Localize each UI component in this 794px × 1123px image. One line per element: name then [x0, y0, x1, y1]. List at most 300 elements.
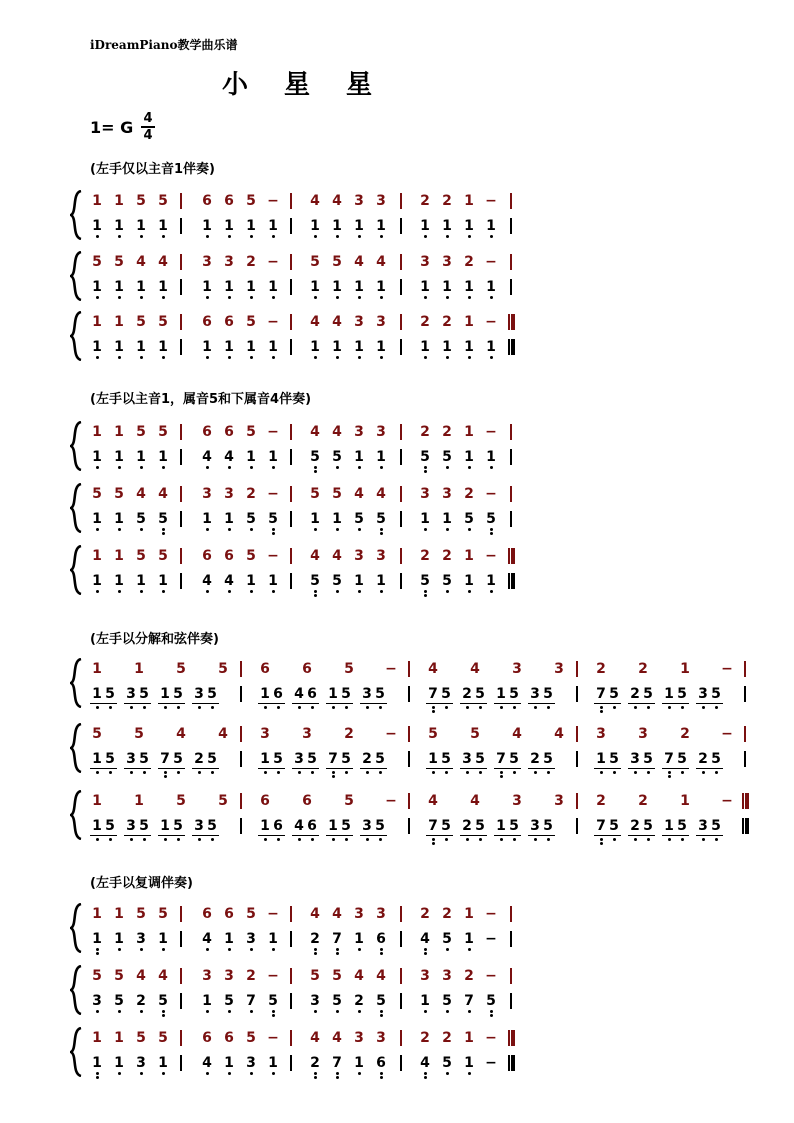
note-digit: 4 [294, 818, 304, 834]
melody-note [342, 792, 356, 810]
note-digit: 5 [442, 1055, 452, 1071]
note-digit: 5 [310, 254, 320, 270]
note-digit: 1 [114, 314, 124, 330]
note-digit: 5 [307, 751, 317, 767]
note-digit: 5 [136, 424, 146, 440]
note-digit: 7 [428, 818, 438, 834]
note-digit: 1 [486, 449, 496, 465]
accompaniment-note [360, 817, 374, 835]
beam-line [528, 768, 555, 769]
note-digit: 5 [475, 818, 485, 834]
octave-dot [228, 1010, 231, 1013]
accompaniment-note [330, 217, 344, 235]
note-digit: 4 [376, 968, 386, 984]
note-digit: 5 [643, 818, 653, 834]
octave-dot [109, 771, 112, 774]
octave-dot [164, 775, 167, 778]
accompaniment-note [641, 685, 655, 703]
accompaniment-note [156, 510, 170, 528]
accompaniment-line [90, 930, 770, 952]
note-digit: 3 [376, 193, 386, 209]
note-digit: 6 [307, 818, 317, 834]
melody-note [200, 423, 214, 441]
accompaniment-note [352, 217, 366, 235]
accompaniment-note [258, 685, 272, 703]
note-digit: 3 [554, 793, 564, 809]
staff-system [70, 545, 770, 595]
octave-dot [109, 706, 112, 709]
accompaniment-note [222, 448, 236, 466]
barline [180, 193, 182, 209]
accompaniment-note [528, 750, 542, 768]
note-digit: 4 [218, 726, 228, 742]
note-digit: 5 [609, 686, 619, 702]
octave-dot [446, 948, 449, 951]
note-digit: 3 [442, 486, 452, 502]
accompaniment-note [222, 217, 236, 235]
note-digit: 6 [273, 686, 283, 702]
accompaniment-note [200, 510, 214, 528]
note-digit: 3 [596, 726, 606, 742]
note-digit: 1 [486, 218, 496, 234]
accompaniment-line [90, 448, 770, 470]
note-digit: 5 [543, 818, 553, 834]
barline [744, 726, 746, 742]
final-barline-thin [742, 818, 744, 834]
octave-dot [379, 706, 382, 709]
final-barline-thin [508, 548, 510, 564]
melody-note [636, 792, 650, 810]
accompaniment-note [462, 510, 476, 528]
beam-line [258, 703, 285, 704]
note-digit: 5 [268, 993, 278, 1009]
octave-dot [250, 590, 253, 593]
note-digit: − [721, 726, 733, 742]
melody-note [156, 192, 170, 210]
barline [744, 751, 746, 767]
note-digit: 1 [332, 511, 342, 527]
melody-note [112, 313, 126, 331]
beam-line [326, 703, 353, 704]
barline [400, 1055, 402, 1071]
note-digit: 2 [442, 424, 452, 440]
accompaniment-note [352, 278, 366, 296]
note-digit: 3 [136, 1055, 146, 1071]
note-digit: 5 [441, 751, 451, 767]
octave-dot [162, 1014, 165, 1017]
note-digit: 5 [442, 931, 452, 947]
accompaniment-note [662, 685, 676, 703]
note-digit: 7 [332, 931, 342, 947]
accompaniment-note [641, 817, 655, 835]
brace-icon [70, 311, 82, 361]
octave-dot [140, 1010, 143, 1013]
octave-dot [345, 838, 348, 841]
melody-note [330, 967, 344, 985]
octave-dot [250, 296, 253, 299]
octave-dot [432, 842, 435, 845]
note-digit: 5 [375, 751, 385, 767]
octave-dot [500, 706, 503, 709]
note-digit: 2 [310, 1055, 320, 1071]
note-digit: 2 [420, 424, 430, 440]
accompaniment-note [90, 817, 104, 835]
accompaniment-note [439, 685, 453, 703]
accompaniment-note [374, 510, 388, 528]
final-barline [742, 818, 749, 834]
accompaniment-note [112, 510, 126, 528]
octave-dot [380, 528, 383, 531]
accompaniment-note [271, 817, 285, 835]
accompaniment-note [330, 572, 344, 590]
accompaniment-note [352, 930, 366, 948]
octave-dot [96, 528, 99, 531]
melody-line [90, 485, 770, 507]
octave-dot [380, 952, 383, 955]
note-digit: − [385, 726, 397, 742]
melody-note [352, 313, 366, 331]
note-digit: 7 [596, 686, 606, 702]
melody-note [462, 423, 476, 441]
accompaniment-note [607, 685, 621, 703]
note-digit: 1 [158, 279, 168, 295]
octave-dot [479, 706, 482, 709]
brace-icon [70, 723, 82, 773]
note-digit: 2 [464, 968, 474, 984]
note-digit: − [267, 548, 279, 564]
note-digit: 3 [194, 686, 204, 702]
note-digit: 1 [310, 339, 320, 355]
octave-dot [228, 590, 231, 593]
melody-note [266, 905, 280, 923]
melody-note [200, 192, 214, 210]
barline [510, 424, 512, 440]
melody-line [90, 253, 770, 275]
octave-dot [164, 838, 167, 841]
note-digit: 2 [680, 726, 690, 742]
accompaniment-note [662, 817, 676, 835]
accompaniment-note [374, 217, 388, 235]
octave-dot [264, 838, 267, 841]
octave-dot [277, 706, 280, 709]
staff-system [70, 658, 770, 708]
octave-dot [490, 590, 493, 593]
melody-note [134, 1029, 148, 1047]
octave-dot [140, 948, 143, 951]
melody-note [222, 967, 236, 985]
accompaniment-note [484, 930, 498, 948]
accompaniment-note [418, 217, 432, 235]
final-barline [508, 1055, 515, 1071]
final-barline-thick [511, 314, 515, 330]
accompaniment-note [308, 338, 322, 356]
melody-note [258, 792, 272, 810]
barline [576, 818, 578, 834]
beam-line [662, 703, 689, 704]
octave-dot [468, 590, 471, 593]
accompaniment-note [330, 992, 344, 1010]
barline [408, 686, 410, 702]
note-digit: 2 [246, 254, 256, 270]
octave-dot [96, 235, 99, 238]
octave-dot [164, 706, 167, 709]
note-digit: 6 [202, 1030, 212, 1046]
note-digit: 5 [92, 254, 102, 270]
octave-dot [432, 706, 435, 709]
barline [290, 193, 292, 209]
brace-icon [70, 1027, 82, 1077]
accompaniment-note [90, 572, 104, 590]
accompaniment-note [507, 750, 521, 768]
note-digit: 4 [310, 1030, 320, 1046]
melody-note [352, 1029, 366, 1047]
note-digit: 1 [246, 279, 256, 295]
note-digit: 1 [92, 818, 102, 834]
time-signature-top: 4 [143, 111, 153, 126]
octave-dot [468, 948, 471, 951]
melody-note [308, 905, 322, 923]
octave-dot [600, 706, 603, 709]
accompaniment-note [507, 685, 521, 703]
accompaniment-note [675, 750, 689, 768]
note-digit: 5 [310, 449, 320, 465]
beam-line [158, 835, 185, 836]
note-digit: 1 [114, 931, 124, 947]
note-digit: 5 [218, 661, 228, 677]
melody-note [132, 792, 146, 810]
note-digit: 1 [486, 339, 496, 355]
note-digit: 3 [442, 968, 452, 984]
melody-note [216, 660, 230, 678]
note-digit: 5 [332, 254, 342, 270]
octave-dot [118, 590, 121, 593]
octave-dot [298, 838, 301, 841]
accompaniment-note [90, 685, 104, 703]
accompaniment-note [200, 448, 214, 466]
note-digit: − [267, 254, 279, 270]
note-digit: 5 [643, 686, 653, 702]
barline [290, 424, 292, 440]
note-digit: 1 [260, 818, 270, 834]
final-barline [742, 793, 749, 809]
octave-dot [140, 1072, 143, 1075]
octave-dot [311, 838, 314, 841]
accompaniment-note [440, 572, 454, 590]
octave-dot [311, 771, 314, 774]
accompaniment-note [494, 817, 508, 835]
note-digit: 3 [462, 751, 472, 767]
note-digit: 1 [224, 279, 234, 295]
note-digit: 1 [442, 279, 452, 295]
note-digit: 5 [139, 818, 149, 834]
note-digit: 3 [202, 254, 212, 270]
note-digit: 5 [114, 993, 124, 1009]
barline [180, 548, 182, 564]
octave-dot [715, 838, 718, 841]
melody-note [462, 905, 476, 923]
note-digit: 3 [698, 686, 708, 702]
octave-dot [424, 952, 427, 955]
accompaniment-note [440, 278, 454, 296]
melody-note [244, 485, 258, 503]
note-digit: 6 [302, 793, 312, 809]
accompaniment-note [258, 750, 272, 768]
note-digit: 1 [246, 218, 256, 234]
melody-note [342, 660, 356, 678]
melody-note [266, 423, 280, 441]
octave-dot [162, 532, 165, 535]
octave-dot [143, 706, 146, 709]
brand-label: iDreamPiano教学曲乐谱 [90, 38, 238, 52]
melody-note [112, 547, 126, 565]
note-digit: 2 [638, 661, 648, 677]
octave-dot [547, 706, 550, 709]
note-digit: 2 [246, 486, 256, 502]
note-digit: 3 [202, 968, 212, 984]
melody-note [440, 485, 454, 503]
brace-icon [70, 421, 82, 471]
octave-dot [547, 838, 550, 841]
note-digit: 1 [464, 573, 474, 589]
note-digit: 1 [464, 548, 474, 564]
accompaniment-note [244, 338, 258, 356]
barline [510, 993, 512, 1009]
melody-note [156, 423, 170, 441]
accompaniment-note [440, 1054, 454, 1072]
melody-note [156, 313, 170, 331]
note-digit: 1 [158, 931, 168, 947]
note-digit: 4 [310, 424, 320, 440]
beam-line [158, 703, 185, 704]
octave-dot [211, 706, 214, 709]
accompaniment-note [158, 817, 172, 835]
accompaniment-note [484, 510, 498, 528]
accompaniment-note [484, 992, 498, 1010]
note-digit: 1 [376, 339, 386, 355]
accompaniment-note [330, 1054, 344, 1072]
accompaniment-note [222, 278, 236, 296]
melody-line [90, 660, 770, 682]
accompaniment-note [662, 750, 676, 768]
melody-note [112, 967, 126, 985]
note-digit: 1 [420, 511, 430, 527]
accompaniment-note [192, 685, 206, 703]
note-digit: − [721, 793, 733, 809]
note-digit: 7 [160, 751, 170, 767]
accompaniment-note [258, 817, 272, 835]
melody-note [132, 660, 146, 678]
octave-dot [206, 466, 209, 469]
note-digit: 3 [530, 818, 540, 834]
note-digit: 1 [114, 1055, 124, 1071]
octave-dot [272, 466, 275, 469]
note-digit: 5 [711, 686, 721, 702]
melody-note [244, 905, 258, 923]
accompaniment-note [90, 1054, 104, 1072]
final-barline-thick [511, 1030, 515, 1046]
octave-dot [634, 771, 637, 774]
accompaniment-note [594, 685, 608, 703]
note-digit: 3 [376, 548, 386, 564]
beam-line [528, 703, 555, 704]
octave-dot [264, 706, 267, 709]
note-digit: 2 [420, 314, 430, 330]
octave-dot [466, 706, 469, 709]
accompaniment-note [473, 817, 487, 835]
note-digit: 1 [268, 1055, 278, 1071]
accompaniment-note [352, 1054, 366, 1072]
note-digit: 5 [344, 661, 354, 677]
brace-icon [70, 251, 82, 301]
melody-note [720, 792, 734, 810]
note-digit: 5 [139, 751, 149, 767]
octave-dot [162, 590, 165, 593]
melody-note [308, 1029, 322, 1047]
melody-note [266, 485, 280, 503]
barline [744, 686, 746, 702]
melody-note [112, 1029, 126, 1047]
time-signature-bottom: 4 [143, 128, 153, 143]
accompaniment-note [418, 338, 432, 356]
melody-note [440, 423, 454, 441]
accompaniment-note [462, 278, 476, 296]
note-digit: − [485, 486, 497, 502]
octave-dot [162, 356, 165, 359]
beam-line [158, 768, 185, 769]
note-digit: 2 [442, 906, 452, 922]
note-digit: 3 [302, 726, 312, 742]
note-digit: 2 [442, 1030, 452, 1046]
octave-dot [198, 706, 201, 709]
melody-note [440, 192, 454, 210]
accompaniment-note [462, 930, 476, 948]
note-digit: − [485, 424, 497, 440]
melody-note [90, 313, 104, 331]
melody-note [484, 967, 498, 985]
octave-dot [380, 1010, 383, 1013]
octave-dot [140, 590, 143, 593]
note-digit: 1 [328, 818, 338, 834]
octave-dot [140, 356, 143, 359]
octave-dot [380, 296, 383, 299]
accompaniment-note [440, 510, 454, 528]
accompaniment-note [440, 217, 454, 235]
note-digit: 5 [246, 424, 256, 440]
note-digit: 2 [310, 931, 320, 947]
note-digit: 1 [136, 218, 146, 234]
note-digit: 1 [92, 686, 102, 702]
octave-dot [277, 771, 280, 774]
note-digit: 1 [464, 1055, 474, 1071]
melody-note [374, 423, 388, 441]
melody-note [300, 725, 314, 743]
accompaniment-note [439, 750, 453, 768]
octave-dot [140, 528, 143, 531]
accompaniment-note [484, 1054, 498, 1072]
note-digit: 1 [680, 661, 690, 677]
beam-line [594, 835, 621, 836]
note-digit: 3 [530, 686, 540, 702]
octave-dot [250, 1072, 253, 1075]
melody-note [426, 660, 440, 678]
octave-dot [314, 590, 317, 593]
accompaniment-note [541, 750, 555, 768]
octave-dot [668, 838, 671, 841]
beam-line [528, 835, 555, 836]
note-digit: 2 [136, 993, 146, 1009]
barline [290, 339, 292, 355]
note-digit: 4 [136, 486, 146, 502]
